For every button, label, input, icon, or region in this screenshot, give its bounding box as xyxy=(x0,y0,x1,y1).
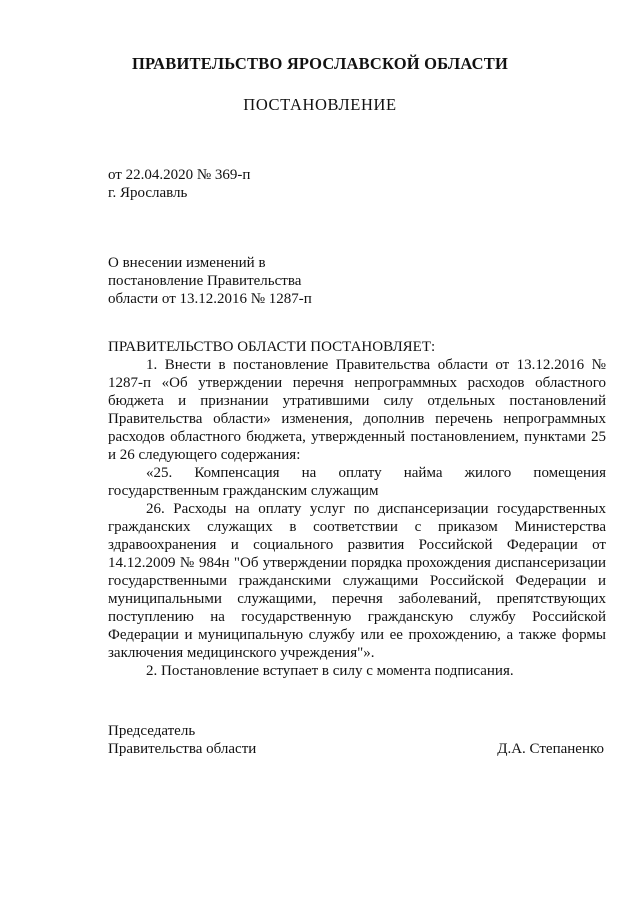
subject-line-3: области от 13.12.2016 № 1287-п xyxy=(108,291,312,307)
date-number: от 22.04.2020 № 369-п xyxy=(108,167,251,183)
paragraph-25: «25. Компенсация на оплату найма жилого помещения государственным гражданским служащим xyxy=(108,465,606,499)
resolves-heading: ПРАВИТЕЛЬСТВО ОБЛАСТИ ПОСТАНОВЛЯЕТ: xyxy=(108,339,436,355)
paragraph-26: 26. Расходы на оплату услуг по диспансеризации государственных гражданских служащих в соответствии с приказом Министерства здравоохранения и социального развития Российской Федерации от 14.12.2009 № 984н "Об утверждении порядка прохождения диспансеризации государственными гражданскими служащими Российской Федерации и муниципальными служащими, перечня заболеваний, препятствующих поступлению на государственную гражданскую службу Российской Федерации и муниципальную службу или ее прохождению, а также формы заключения медицинского учреждения"». xyxy=(108,501,606,661)
city: г. Ярославль xyxy=(108,185,188,201)
signatory-title-line-2: Правительства области xyxy=(108,741,257,757)
signatory-title-line-1: Председатель xyxy=(108,723,196,739)
document-type: ПОСТАНОВЛЕНИЕ xyxy=(243,95,397,114)
organization-title: ПРАВИТЕЛЬСТВО ЯРОСЛАВСКОЙ ОБЛАСТИ xyxy=(131,54,509,73)
signatory-name: Д.А. Степаненко xyxy=(497,741,604,757)
paragraph-1: 1. Внести в постановление Правительства области от 13.12.2016 № 1287-п «Об утверждении перечня непрограммных расходов областного бюджета и признании утратившими силу отдельных постановлений Правительства области» изменения, дополнив перечень непрограммных расходов областного бюджета, утвержденный постановлением, пунктами 25 и 26 следующего содержания: xyxy=(108,357,606,463)
subject-line-2: постановление Правительства xyxy=(108,273,302,289)
resolution-body xyxy=(108,356,606,680)
subject-line-1: О внесении изменений в xyxy=(108,255,266,271)
paragraph-2: 2. Постановление вступает в силу с момента подписания. xyxy=(146,663,514,679)
